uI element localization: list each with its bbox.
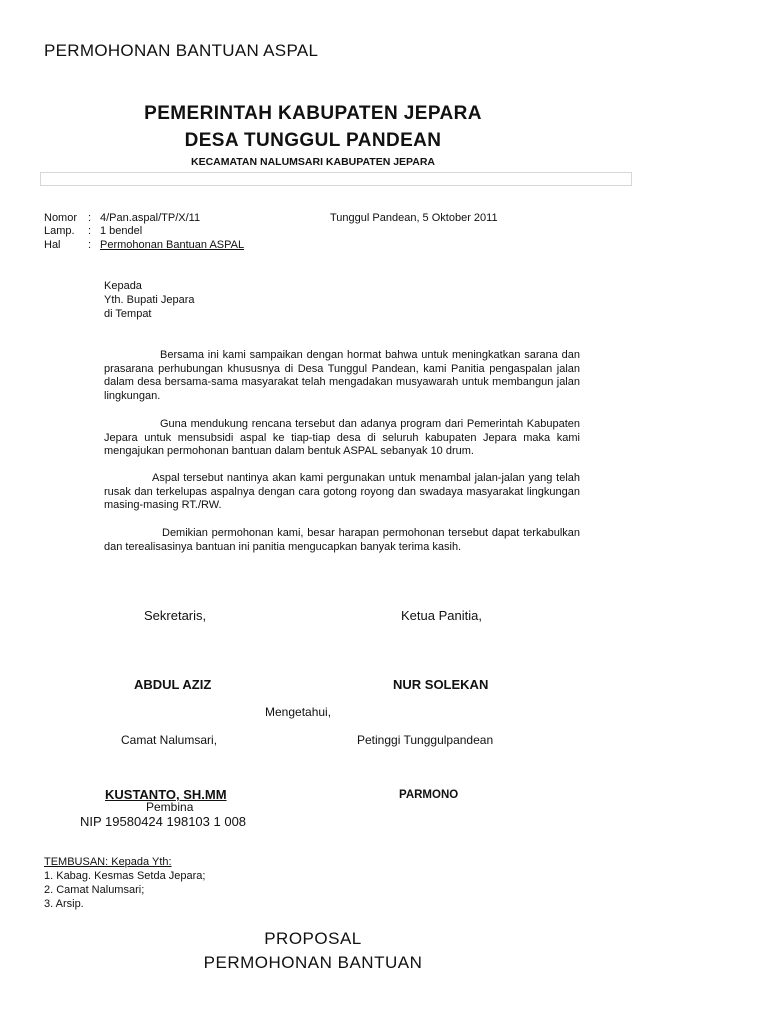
signature-camat-nip: NIP 19580424 198103 1 008: [80, 814, 247, 829]
meta-separator: :: [88, 212, 92, 224]
meta-nomor: [44, 212, 200, 224]
signature-petinggi-name: PARMONO: [399, 789, 459, 801]
acknowledged-label: Mengetahui,: [265, 705, 332, 719]
meta-nomor-label: Nomor: [44, 212, 78, 224]
meta-lamp-label: Lamp.: [44, 225, 75, 237]
cc-heading: TEMBUSAN: Kepada Yth:: [44, 856, 172, 868]
footer-subtitle: PERMOHONAN BANTUAN: [203, 953, 423, 972]
meta-hal: [44, 239, 244, 251]
recipient-kepada: Kepada: [104, 280, 142, 292]
letterhead-government: PEMERINTAH KABUPATEN JEPARA: [144, 103, 482, 124]
meta-hal-value: Permohonan Bantuan ASPAL: [100, 239, 245, 251]
meta-separator: :: [88, 225, 92, 237]
recipient-place: di Tempat: [104, 308, 152, 320]
cc-item: 3. Arsip.: [44, 898, 84, 910]
signature-secretary-title: Sekretaris,: [144, 608, 207, 623]
recipient-name: Yth. Bupati Jepara: [104, 294, 195, 306]
signature-chair-title: Ketua Panitia,: [401, 608, 482, 623]
cc-item: 1. Kabag. Kesmas Setda Jepara;: [44, 870, 206, 882]
body-paragraph-2: Guna mendukung rencana tersebut dan adanya program dari Pemerintah Kabupaten Jepara untuk mensubsidi aspal ke tiap-tiap desa di seluruh kabupaten Jepara maka kami mengajukan permohonan bantuan dalam bentuk ASPAL sebanyak 10 drum.: [104, 418, 580, 457]
cc-item: 2. Camat Nalumsari;: [44, 884, 145, 896]
signature-chair-name: NUR SOLEKAN: [393, 677, 489, 692]
footer-proposal: PROPOSAL: [264, 929, 362, 948]
meta-separator: :: [88, 239, 92, 251]
body-paragraph-3: Aspal tersebut nantinya akan kami pergunakan untuk menambal jalan-jalan yang telah rusak dan terkelupas aspalnya dengan cara gotong royong dan swadaya masyarakat lingkungan masing-masing RT./RW.: [104, 472, 580, 511]
meta-lamp: [44, 225, 142, 237]
meta-nomor-value: 4/Pan.aspal/TP/X/11: [100, 212, 201, 224]
letterhead-village: DESA TUNGGUL PANDEAN: [184, 130, 442, 151]
meta-hal-label: Hal: [44, 239, 61, 251]
letterhead-divider: [40, 172, 632, 186]
document-header: PERMOHONAN BANTUAN ASPAL: [44, 41, 319, 60]
signature-camat-rank: Pembina: [146, 800, 194, 814]
place-date: Tunggul Pandean, 5 Oktober 2011: [330, 212, 498, 224]
letterhead-district: KECAMATAN NALUMSARI KABUPATEN JEPARA: [190, 156, 436, 168]
signature-camat-title: Camat Nalumsari,: [121, 733, 218, 747]
meta-lamp-value: 1 bendel: [100, 225, 143, 237]
body-paragraph-4: Demikian permohonan kami, besar harapan permohonan tersebut dapat terkabulkan dan terealisasinya bantuan ini panitia mengucapkan banyak terima kasih.: [104, 527, 580, 553]
body-paragraph-1: Bersama ini kami sampaikan dengan hormat bahwa untuk meningkatkan sarana dan prasarana perhubungan khususnya di Desa Tunggul Pandean, kami Panitia pengaspalan jalan dalam desa bersama-sama masyarakat telah mengadakan musyawarah untuk membangun jalan lingkungan.: [104, 349, 580, 402]
signature-petinggi-title: Petinggi Tunggulpandean: [357, 733, 494, 747]
signature-secretary-name: ABDUL AZIZ: [134, 677, 212, 692]
signature-camat-name: KUSTANTO, SH.MM: [105, 787, 227, 802]
